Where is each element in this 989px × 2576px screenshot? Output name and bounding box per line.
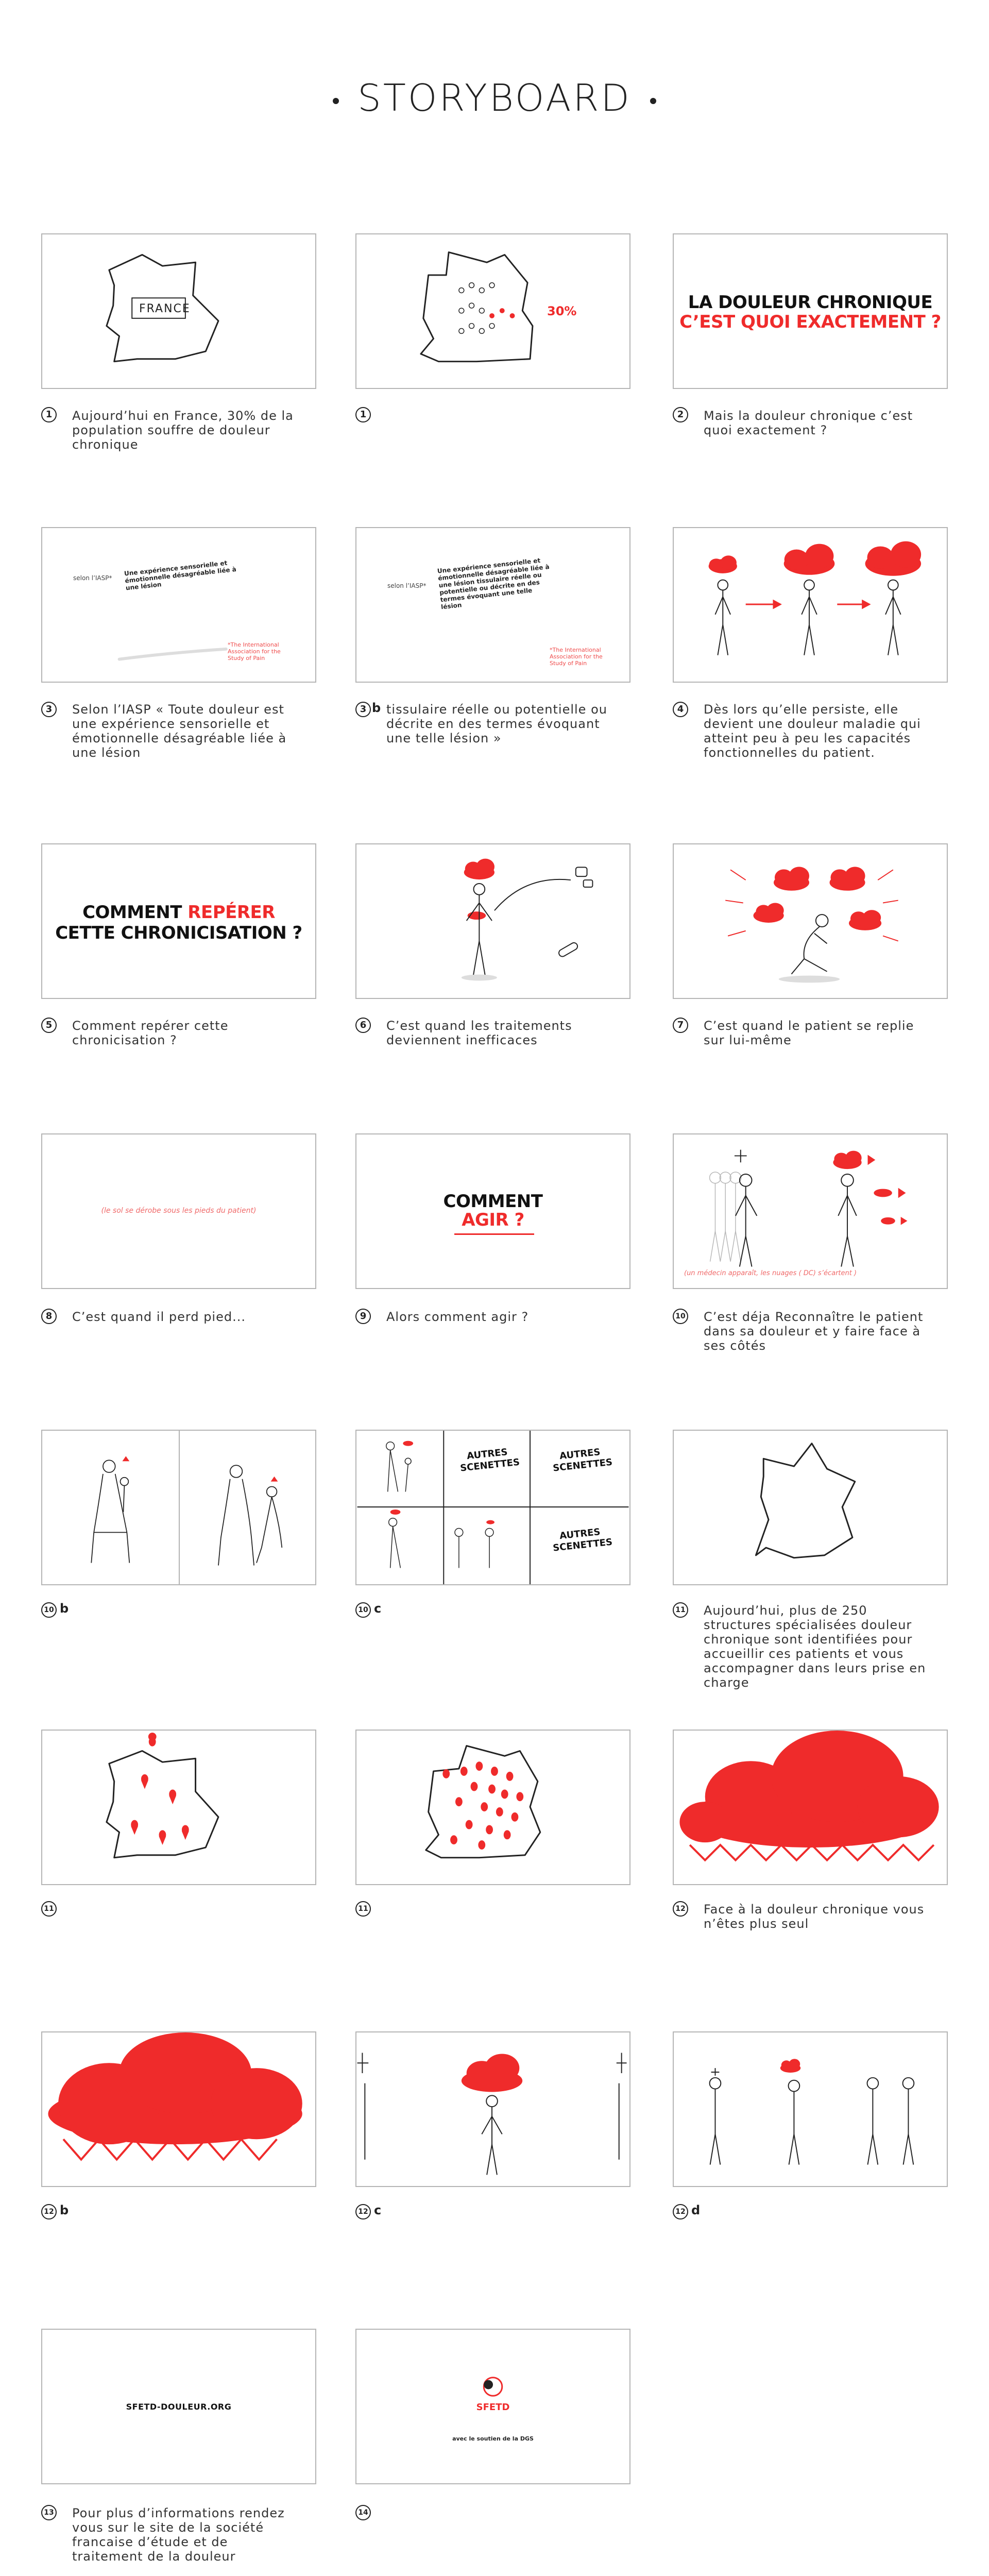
panel-frame-3b bbox=[355, 527, 630, 683]
panel-frame-9 bbox=[355, 1133, 630, 1289]
panel-caption-7: C’est quand le patient se replie sur lui-même bbox=[704, 1019, 914, 1047]
panel-suffix-12c: c bbox=[374, 2203, 382, 2217]
title-text: STORYBOARD bbox=[357, 76, 632, 120]
chronic-pain-title: LA DOULEUR CHRONIQUE bbox=[688, 292, 933, 313]
panel-frame-11-pins-many bbox=[355, 1730, 630, 1885]
panel-suffix-10b: b bbox=[60, 1601, 69, 1616]
panel-number-9: 9 bbox=[355, 1309, 371, 1324]
panel-frame-11 bbox=[673, 1430, 948, 1585]
iasp-quote-full: Une expérience sensorielle et émotionnelle désagréable liée à une lésion tissulaire réelle ou potentielle ou décrite en des termes évoquant une telle lésion bbox=[437, 556, 550, 611]
iasp-quote: Une expérience sensorielle et émotionnelle désagréable liée à une lésion bbox=[124, 559, 237, 592]
detect-title-part1: COMMENT bbox=[82, 902, 188, 923]
panel-caption-10: C’est déja Reconnaître le patient dans sa douleur et y faire face à ses côtés bbox=[704, 1310, 924, 1353]
panel-caption-4: Dès lors qu’elle persiste, elle devient une douleur maladie qui atteint peu à peu les capacités fonctionnelles du patient. bbox=[704, 702, 921, 760]
panel-number-10b: 10 bbox=[41, 1602, 57, 1618]
act-subtitle: AGIR ? bbox=[462, 1210, 524, 1230]
panel-number-5: 5 bbox=[41, 1018, 57, 1033]
panel-frame-12 bbox=[673, 1730, 948, 1885]
panel-frame-13 bbox=[41, 2329, 316, 2484]
panel-number-6: 6 bbox=[355, 1018, 371, 1033]
cell-placeholder-2: AUTRES SCENETTES bbox=[552, 1446, 613, 1474]
panel-number-4: 4 bbox=[673, 702, 688, 717]
panel-caption-3b: tissulaire réelle ou potentielle ou décrite en des termes évoquant une telle lésion » bbox=[386, 702, 607, 745]
panel-number-10c: 10 bbox=[355, 1602, 371, 1618]
panel-number-11c: 11 bbox=[355, 1901, 371, 1917]
underline bbox=[454, 1233, 534, 1235]
panel-caption-11: Aujourd’hui, plus de 250 structures spécialisées douleur chronique sont identifiées pour accueillir ces patients et vous accompagner dans leurs prise en charge bbox=[704, 1603, 926, 1690]
panel-number-13: 13 bbox=[41, 2505, 57, 2520]
panel-number-12: 12 bbox=[673, 1901, 688, 1917]
panel-number-8: 8 bbox=[41, 1309, 57, 1324]
chronic-pain-subtitle: C’EST QUOI EXACTEMENT ? bbox=[679, 312, 941, 332]
panel-caption-6: C’est quand les traitements deviennent inefficaces bbox=[386, 1019, 572, 1047]
panel-frame-10 bbox=[673, 1133, 948, 1289]
panel-caption-12: Face à la douleur chronique vous n’êtes plus seul bbox=[704, 1902, 925, 1931]
panel-frame-12d bbox=[673, 2031, 948, 2187]
panel-frame-12b bbox=[41, 2031, 316, 2187]
iasp-footnote: *The International Association for the Study of Pain bbox=[550, 647, 603, 667]
panel-number-12c: 12 bbox=[355, 2204, 371, 2219]
panel-number-1: 1 bbox=[41, 407, 57, 422]
panel-number-1b: 1 bbox=[355, 407, 371, 422]
panel-suffix-12d: d bbox=[691, 2203, 701, 2217]
stage-direction: (le sol se dérobe sous les pieds du patient) bbox=[101, 1207, 257, 1215]
panel-frame-10c bbox=[355, 1430, 630, 1585]
stage-direction: (un médecin apparaît, les nuages ( DC) s’écartent ) bbox=[684, 1269, 857, 1277]
panel-frame-5 bbox=[41, 843, 316, 999]
support-text: avec le soutien de la DGS bbox=[452, 2435, 534, 2442]
panel-frame-8 bbox=[41, 1133, 316, 1289]
panel-frame-1 bbox=[41, 233, 316, 389]
france-label: FRANCE bbox=[139, 302, 191, 315]
panel-caption-3: Selon l’IASP « Toute douleur est une expérience sensorielle et émotionnelle désagréable liée à une lésion bbox=[72, 702, 287, 760]
iasp-selon: selon l’IASP* bbox=[387, 582, 427, 589]
act-title: COMMENT bbox=[443, 1191, 543, 1212]
panel-number-11: 11 bbox=[673, 1602, 688, 1618]
panel-caption-1: Aujourd’hui en France, 30% de la population souffre de douleur chronique bbox=[72, 409, 294, 452]
panel-suffix-12b: b bbox=[60, 2203, 69, 2217]
detect-title bbox=[42, 902, 315, 923]
bullet-dot bbox=[333, 98, 339, 104]
panel-caption-13: Pour plus d’informations rendez vous sur le site de la société francaise d’étude et de traitement de la douleur bbox=[72, 2506, 285, 2564]
panel-frame-1b bbox=[355, 233, 630, 389]
iasp-footnote: *The International Association for the Study of Pain bbox=[228, 641, 281, 662]
iasp-selon: selon l’IASP* bbox=[73, 574, 112, 582]
panel-number-14: 14 bbox=[355, 2505, 371, 2520]
page-title bbox=[0, 76, 989, 120]
sfetd-logo: SFETD bbox=[476, 2402, 510, 2413]
panel-number-10: 10 bbox=[673, 1309, 688, 1324]
panel-frame-12c bbox=[355, 2031, 630, 2187]
panel-number-3b: 3 bbox=[355, 702, 371, 717]
panel-frame-7 bbox=[673, 843, 948, 999]
panel-suffix-3b: b bbox=[372, 701, 381, 715]
panel-caption-8: C’est quand il perd pied... bbox=[72, 1310, 246, 1324]
panel-number-7: 7 bbox=[673, 1018, 688, 1033]
cell-placeholder-1: AUTRES SCENETTES bbox=[459, 1446, 520, 1474]
panel-frame-10b bbox=[41, 1430, 316, 1585]
panel-frame-2 bbox=[673, 233, 948, 389]
panel-frame-14 bbox=[355, 2329, 630, 2484]
bullet-dot bbox=[650, 98, 656, 104]
panel-number-12b: 12 bbox=[41, 2204, 57, 2219]
panel-frame-4 bbox=[673, 527, 948, 683]
panel-number-12d: 12 bbox=[673, 2204, 688, 2219]
detect-subtitle: CETTE CHRONICISATION ? bbox=[55, 923, 302, 943]
panel-frame-3 bbox=[41, 527, 316, 683]
panel-caption-2: Mais la douleur chronique c’est quoi exactement ? bbox=[704, 409, 913, 437]
panel-frame-6 bbox=[355, 843, 630, 999]
panel-number-3: 3 bbox=[41, 702, 57, 717]
panel-number-2: 2 bbox=[673, 407, 688, 422]
panel-caption-9: Alors comment agir ? bbox=[386, 1310, 529, 1324]
detect-title-highlight: REPÉRER bbox=[187, 902, 275, 923]
panel-caption-5: Comment repérer cette chronicisation ? bbox=[72, 1019, 229, 1047]
cell-placeholder-3: AUTRES SCENETTES bbox=[552, 1526, 613, 1554]
website-url: SFETD-DOULEUR.ORG bbox=[126, 2402, 232, 2412]
stat-30-percent: 30% bbox=[547, 304, 577, 318]
panel-suffix-10c: c bbox=[374, 1601, 382, 1616]
panel-frame-11-pins bbox=[41, 1730, 316, 1885]
panel-number-11b: 11 bbox=[41, 1901, 57, 1917]
